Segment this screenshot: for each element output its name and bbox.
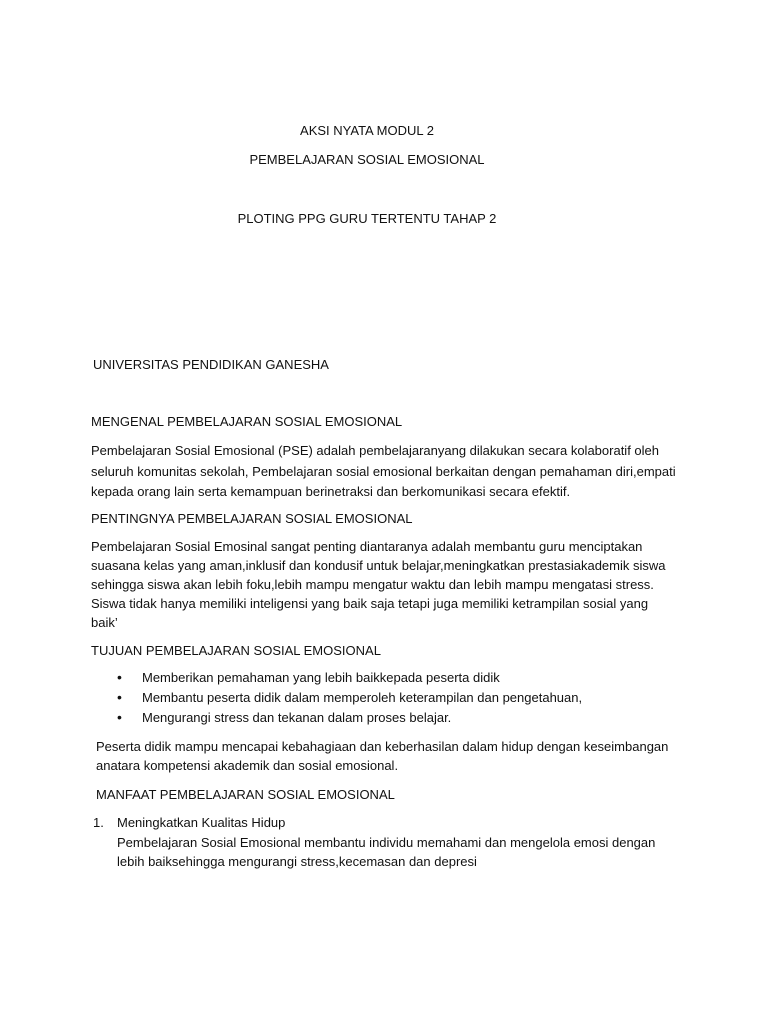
list-item: Mengurangi stress dan tekanan dalam proses belajar. [142, 710, 452, 725]
university-name: UNIVERSITAS PENDIDIKAN GANESHA [93, 357, 329, 372]
section-heading-manfaat: MANFAAT PEMBELAJARAN SOSIAL EMOSIONAL [96, 787, 395, 802]
paragraph-line: kepada orang lain serta kemampuan berinetraksi dan berkomunikasi secara efektif. [91, 484, 571, 499]
list-item: Memberikan pemahaman yang lebih baikkepada peserta didik [142, 670, 500, 685]
paragraph-line: anatara kompetensi akademik dan sosial emosional. [96, 758, 399, 773]
section-heading-tujuan: TUJUAN PEMBELAJARAN SOSIAL EMOSIONAL [91, 643, 381, 658]
paragraph-line: Pembelajaran Sosial Emosional membantu individu memahami dan mengelola emosi dengan [117, 835, 656, 850]
paragraph-line: baik’ [91, 615, 118, 630]
paragraph-line: lebih baiksehingga mengurangi stress,kecemasan dan depresi [117, 854, 477, 869]
doc-title-line2: PEMBELAJARAN SOSIAL EMOSIONAL [249, 152, 485, 167]
bullet-icon: • [117, 669, 122, 685]
bullet-icon: • [117, 689, 122, 705]
paragraph-line: Pembelajaran Sosial Emosional (PSE) adalah pembelajaranyang dilakukan secara kolaboratif oleh [91, 443, 660, 458]
paragraph-line: seluruh komunitas sekolah, Pembelajaran sosial emosional berkaitan dengan pemahaman diri,empati [91, 464, 676, 479]
numbered-item-title: Meningkatkan Kualitas Hidup [117, 815, 286, 830]
paragraph-line: Pembelajaran Sosial Emosinal sangat penting diantaranya adalah membantu guru menciptakan [91, 539, 643, 554]
bullet-icon: • [117, 709, 122, 725]
doc-title-line1: AKSI NYATA MODUL 2 [300, 123, 434, 138]
paragraph-line: Siswa tidak hanya memiliki inteligensi yang baik saja tetapi juga memiliki ketrampilan sosial yang [91, 596, 649, 611]
doc-title-line3: PLOTING PPG GURU TERTENTU TAHAP 2 [237, 211, 497, 226]
list-item: Membantu peserta didik dalam memperoleh keterampilan dan pengetahuan, [142, 690, 583, 705]
section-heading-mengenal: MENGENAL PEMBELAJARAN SOSIAL EMOSIONAL [91, 414, 403, 429]
list-number: 1. [93, 815, 104, 830]
paragraph-line: Peserta didik mampu mencapai kebahagiaan dan keberhasilan dalam hidup dengan keseimbangan [96, 739, 669, 754]
paragraph-line: suasana kelas yang aman,inklusif dan kondusif untuk belajar,meningkatkan prestasiakademik siswa [91, 558, 666, 573]
paragraph-line: sehingga siswa akan lebih foku,lebih mampu mengatur waktu dan lebih mampu mengatasi stress. [91, 577, 654, 592]
section-heading-pentingnya: PENTINGNYA PEMBELAJARAN SOSIAL EMOSIONAL [91, 511, 413, 526]
